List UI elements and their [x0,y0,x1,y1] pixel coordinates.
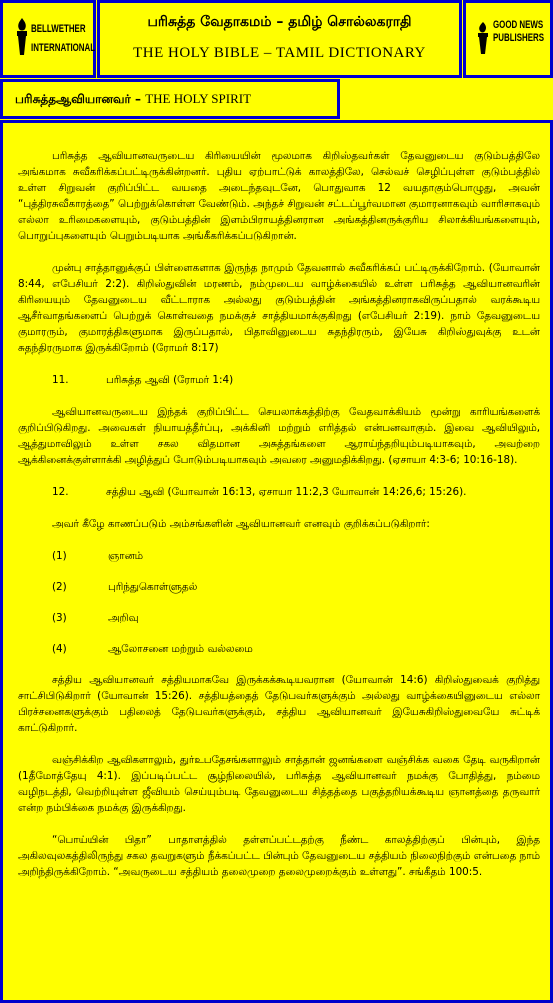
list-text: புரிந்துகொள்ளுதல் [108,581,198,593]
logo-left-line-1: BELLWETHER [31,23,86,35]
paragraph-aspects-intro: அவர் கீழே காணப்படும் அம்சங்களின் ஆவியானவர் எனவும் குறிக்கப்படுகிறார்: [52,518,430,530]
list-item [18,579,540,595]
list-text: ஞானம் [108,550,144,562]
list-number: (4) [52,643,67,655]
logo-right-line-1: GOOD NEWS [493,19,544,31]
logo-right-panel [463,0,553,78]
torch-icon [475,21,491,55]
torch-icon [13,17,31,57]
heading-number: 11. [52,374,69,386]
numbered-heading-12 [18,484,540,500]
title-panel [97,0,462,78]
list-number: (2) [52,581,67,593]
paragraph-heirs: முன்பு சாத்தானுக்குப் பிள்ளைகளாக இருந்த நாமும் தேவனால் சுவீகரிக்கப் பட்டிருக்கிறோம். (யோவான் 8:44, எபேசியர் 2:2). கிறிஸ்துவின் மரணம், நம்முடைய வாழ்க்கையில் உள்ள பரிசுத்த ஆவியானவரின் கிரியையும் தேவனுடைய வீட்டாராக அல்லது குடும்பத்தின் அங்கத்தினராகவிருப்பதால் வரக்கூடிய ஆசீர்வாதங்களைப் பெற்றுக் கொள்வதை நமக்குச் சாத்தியமாக்குகிறது (எபேசியர் 2:19). நாம் தேவனுடைய குமாரரும், குமாரத்திகளுமாக இருப்பதால், பிதாவினுடைய சுதந்திரரும், இயேசு கிறிஸ்துவுக்கு உடன் சுதந்திரருமாக இருக்கிறோம் (ரோமர் 8:17) [18,262,540,354]
numbered-heading-11 [18,372,540,388]
logo-left-panel [0,0,96,78]
title-english: THE HOLY BIBLE – TAMIL DICTIONARY [133,45,426,61]
paragraph-judgment: ஆவியானவருடைய இந்தக் குறிப்பிட்ட செயலாக்கத்திற்கு வேதவாக்கியம் மூன்று காரியங்களைக் குறிப்பிடுகிறது. அவைகள் நியாயத்தீர்ப்பு, அக்கினி மற்றும் எரித்தல் என்பனவாகும். இவை ஆவியிலும், ஆத்துமாவிலும் உள்ள சகல விதமான அசுத்தங்களை ஆராய்ந்தறியும்படியாகவும், அவற்றை ஆக்கினைக்குள்ளாக்கி அழித்துப் போடும்படியாகவும் அவரை அனுமதிக்கிறது. (ஏசாயா 4:3-6; 10:16-18). [18,406,540,466]
heading-number: 12. [52,486,69,498]
paragraph-adoption: பரிசுத்த ஆவியானவருடைய கிரியையின் மூலமாக கிறிஸ்தவர்கள் தேவனுடைய குடும்பத்திலே அங்கமாக சுவீகரிக்கப்பட்டிருக்கின்றனர். புதிய ஏற்பாட்டுக் காலத்திலே, செல்வச் செழிப்புள்ள குடும்பத்தில் உள்ள சிறுவன் குறிப்பிட்ட வயதை அடைந்தவுடனே, பொதுவாக 12 வயதாகும்பொழுது, அவன் “புத்திரசுவீகாரத்தை” பெற்றுக்கொள்ள வேண்டும். அந்தச் சிறுவன் சட்டப்பூர்வமான குமாரனாகவும் வாரிசாகவும் எல்லா உரிமைகளையும், குடும்பத்தின் இளம்பிராயத்தினரான அங்கத்தினருக்குரிய சிலாக்கியங்களையும், பொறுப்புகளையும் பெறும்படியாக அங்கீகரிக்கப்படுகிறான். [18,150,540,242]
bellwether-logo [3,3,96,75]
list-item [18,641,540,657]
section-title [15,91,251,108]
list-item [18,610,540,626]
list-text: அறிவு [108,612,139,624]
section-title-english: THE HOLY SPIRIT [145,91,252,106]
section-title-dash: – [135,92,141,106]
title-tamil: பரிசுத்த வேதாகமம் – தமிழ் சொல்லகராதி [147,14,412,30]
content-panel [0,120,553,1003]
paragraph-deceiving-spirits: வஞ்சிக்கிற ஆவிகளாலும், துர்உபதேசங்களாலும் சாத்தான் ஜனங்களை வஞ்சிக்க வகை தேடி வருகிறான் (1தீமோத்தேயு 4:1). இப்படிப்பட்ட சூழ்நிலையில், பரிசுத்த ஆவியானவர் நமக்கு போதித்து, நம்மை வழிநடத்தி, வெற்றியுள்ள ஜீவியம் செய்யும்படி தேவனுடைய சித்தத்தை பகுத்தறியக்கூடிய ஞானத்தை தருவார் என்ற நம்பிக்கை நமக்கு இருக்கிறது. [18,754,540,814]
paragraph-father-of-lies: “பொய்யின் பிதா” பாதாளத்தில் தள்ளப்பட்டதற்கு நீண்ட காலத்திற்குப் பின்பும், இந்த அகிலவுலகத்திலிருந்து சகல தவறுகளும் நீக்கப்பட்ட பின்பும் தேவனுடைய சத்தியம் நிலைநிற்கும் என்பதை நாம் அறிந்திருக்கிறோம். “அவருடைய சத்தியம் தலைமுறை தலைமுறைக்கும் உள்ளது”. சங்கீதம் 100:5. [18,834,540,878]
list-item [18,548,540,564]
list-number: (1) [52,550,67,562]
list-text: ஆலோசனை மற்றும் வல்லமை [108,643,253,655]
paragraph-spirit-of-truth: சத்திய ஆவியானவர் சத்தியமாகவே இருக்கக்கூடியவரான (யோவான் 14:6) கிறிஸ்துவைக் குறித்து சாட்சிபிடுகிறார் (யோவான் 15:26). சத்தியத்தைத் தேடுபவர்களுக்கும் அல்லது வாழ்க்கையினுடைய எல்லா பிரச்சனைகளுக்கும் பதிலைத் தேடுபவர்களுக்கும், சத்திய ஆவியானவர் இயேசுகிறிஸ்துவையே சுட்டிக் காட்டுகிறார். [18,674,540,734]
heading-text: பரிசுத்த ஆவி (ரோமர் 1:4) [106,374,234,386]
section-title-tamil: பரிசுத்தஆவியானவர் [15,92,131,106]
article-body [18,148,540,896]
list-number: (3) [52,612,67,624]
logo-left-line-2: INTERNATIONAL [31,42,96,54]
heading-text: சத்திய ஆவி (யோவான் 16:13, ஏசாயா 11:2,3 யோவான் 14:26,6; 15:26). [106,486,467,498]
section-header [0,79,340,119]
good-news-logo [466,3,550,75]
logo-right-line-2: PUBLISHERS [493,32,545,44]
